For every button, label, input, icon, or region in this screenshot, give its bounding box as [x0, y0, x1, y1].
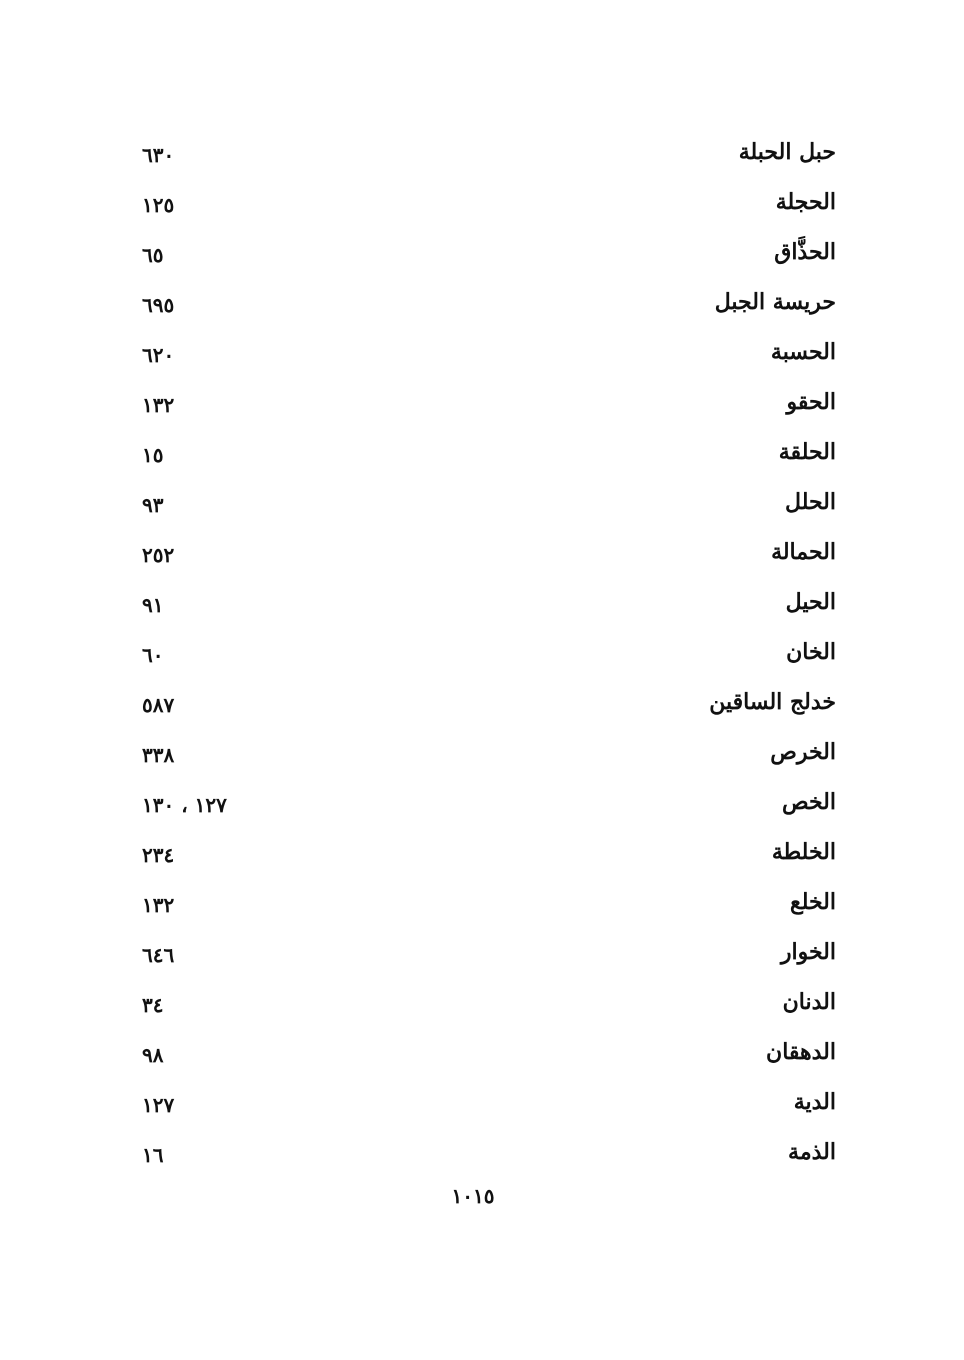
index-term: حريسة الجبل [714, 289, 836, 315]
index-page-refs: ٦٤٦ [142, 943, 175, 967]
index-term: الحذَّاق [774, 239, 836, 265]
index-term: الحقو [786, 389, 836, 415]
index-entry [0, 931, 964, 981]
index-term: الحلل [785, 489, 836, 515]
index-page-refs: ١٢٥ [142, 193, 175, 217]
index-page-refs: ٦٩٥ [142, 293, 175, 317]
index-term: الخوار [780, 939, 836, 965]
index-entry [0, 281, 964, 331]
index-entry [0, 631, 964, 681]
index-entry [0, 331, 964, 381]
index-entry [0, 981, 964, 1031]
index-entry [0, 1031, 964, 1081]
index-entry [0, 1081, 964, 1131]
index-entry [0, 581, 964, 631]
index-term: الخرص [770, 739, 836, 765]
index-page-refs: ١٣٢ [142, 393, 175, 417]
index-page-refs: ٩٨ [142, 1043, 164, 1067]
index-page-refs: ٥٨٧ [142, 693, 175, 717]
index-term: الحمالة [771, 539, 836, 565]
index-entry [0, 231, 964, 281]
index-entry [0, 431, 964, 481]
index-entry [0, 531, 964, 581]
index-list [0, 131, 964, 1181]
page-number: ١٠١٥ [451, 1184, 495, 1208]
index-page-refs: ١٥ [142, 443, 164, 467]
index-term: الدية [793, 1089, 836, 1115]
index-term: الذمة [788, 1139, 836, 1165]
index-page-refs: ٩٣ [142, 493, 164, 517]
index-term: الدنان [782, 989, 836, 1015]
index-term: الخص [782, 789, 836, 815]
index-page-refs: ٣٣٨ [142, 743, 175, 767]
index-page-refs: ٦٣٠ [142, 143, 175, 167]
index-term: خدلج الساقين [709, 689, 836, 715]
index-entry [0, 1131, 964, 1181]
index-term: الخان [786, 639, 836, 665]
index-term: الحسبة [770, 339, 836, 365]
index-page-refs: ١٣٢ [142, 893, 175, 917]
index-page-refs: ١٢٧ [142, 1093, 175, 1117]
index-page-refs: ٣٤ [142, 993, 164, 1017]
index-page-refs: ٩١ [142, 593, 164, 617]
index-term: الحجلة [775, 189, 836, 215]
index-entry [0, 731, 964, 781]
index-term: الخلع [789, 889, 836, 915]
index-entry [0, 131, 964, 181]
index-page-refs: ٦٠ [142, 643, 164, 667]
index-entry [0, 681, 964, 731]
index-entry [0, 781, 964, 831]
index-entry [0, 481, 964, 531]
index-page-refs: ٦٢٠ [142, 343, 175, 367]
index-entry [0, 881, 964, 931]
index-entry [0, 181, 964, 231]
index-entry [0, 831, 964, 881]
index-term: الحيل [785, 589, 836, 615]
index-term: الخلطة [771, 839, 836, 865]
index-page-refs: ٦٥ [142, 243, 164, 267]
index-page-refs: ٢٥٢ [142, 543, 175, 567]
index-term: حبل الحبلة [738, 139, 836, 165]
index-term: الدهقان [766, 1039, 836, 1065]
index-entry [0, 381, 964, 431]
index-page-refs: ١٢٧ ، ١٣٠ [142, 793, 227, 817]
index-term: الحلقة [778, 439, 836, 465]
index-page-refs: ١٦ [142, 1143, 164, 1167]
index-page-refs: ٢٣٤ [142, 843, 175, 867]
